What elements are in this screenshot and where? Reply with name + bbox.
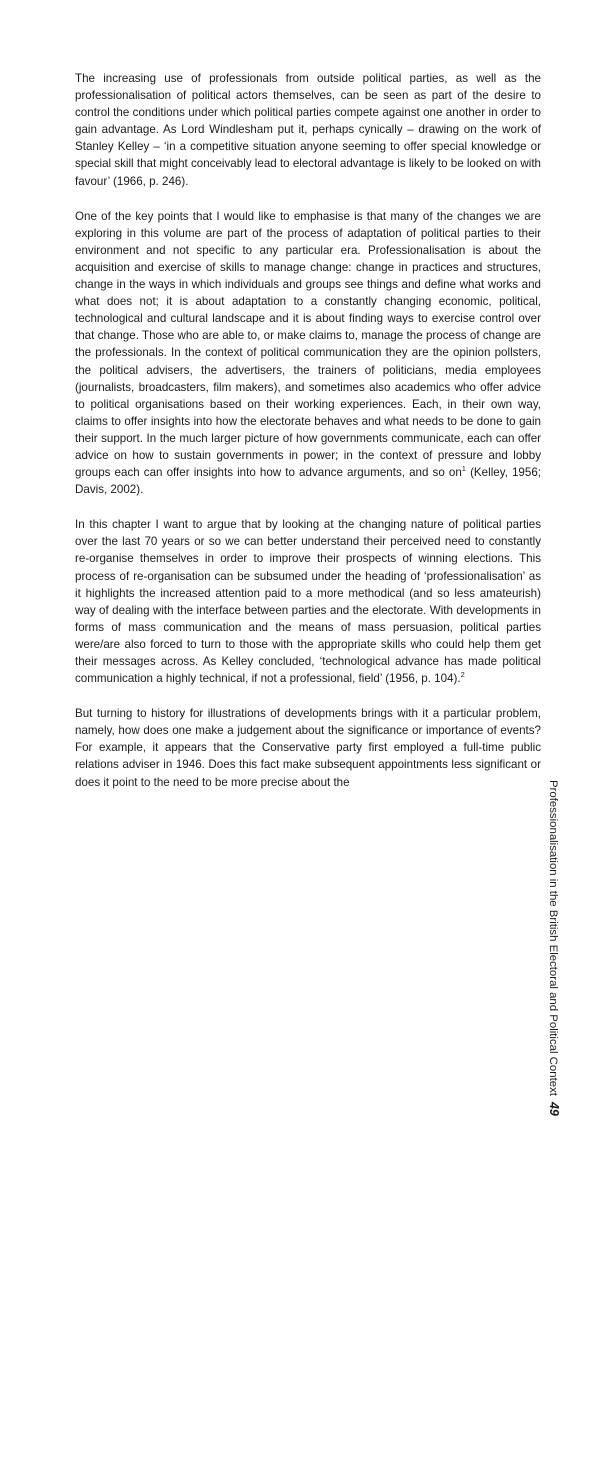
paragraph-2 (75, 208, 541, 499)
body-text (75, 70, 541, 809)
page-number: 49 (547, 1101, 561, 1116)
running-head (542, 780, 566, 1460)
paragraph-3 (75, 516, 541, 687)
paragraph-1 (75, 70, 541, 190)
paragraph-2-tail: (Kelley, 1956; Davis, 2002). (75, 466, 541, 497)
footnote-marker-1[interactable]: 1 (461, 464, 466, 474)
paragraph-4-text: But turning to history for illustrations of developments brings with it a particular problem, namely, how does one make a judgement about the significance or importance of events? For example, it appears that the Conservative party first employed a full-time public relations adviser in 1946. Does this fact make subsequent appointments less significant or does it point to the need to be more precise about the (75, 707, 541, 789)
footnote-marker-2[interactable]: 2 (460, 670, 465, 680)
paragraph-2-text: One of the key points that I would like to emphasise is that many of the changes we are exploring in this volume are part of the process of adaptation of political parties to their environment and not specific to any particular era. Professionalisation is about the acquisition and exercise of skills to manage change: change in practices and structures, change in the ways in which individuals and groups see things and define what works and what does not; it is about adaptation to a constantly changing economic, political, technological and cultural landscape and it is about finding ways to exercise control over that change. Those who are able to, or make claims to, manage the process of change are the professionals. In the context of political communication they are the opinion pollsters, the political advisers, the advertisers, the trainers of politicians, media employees (journalists, broadcasters, film makers), and sometimes also academics who offer advice to political organisations based on their working experiences. Each, in their own way, claims to offer insights into how the electorate behaves and what needs to be done to gain their support. In the much larger picture of how governments communicate, each can offer advice on how to sustain governments in power; in the context of pressure and lobby groups each can offer insights into how to advance arguments, and so on (75, 209, 541, 480)
running-head-title: Professionalisation in the British Electoral and Political Context (547, 780, 559, 1096)
paragraph-3-text: In this chapter I want to argue that by looking at the changing nature of political parties over the last 70 years or so we can better understand their perceived need to constantly re-organise themselves in order to improve their prospects of winning elections. This process of re-organisation can be subsumed under the heading of ‘professionalisation’ as it highlights the increased attention paid to a more methodical (and so less amateurish) way of dealing with the interface between parties and the electorate. With developments in forms of mass communication and the means of mass persuasion, political parties were/are also forced to turn to those with the appropriate skills who could help them get their messages across. As Kelley concluded, ‘technological advance has made political communication a highly technical, if not a professional, field’ (1956, p. 104). (75, 518, 541, 686)
paragraph-4 (75, 705, 541, 790)
paragraph-1-text: The increasing use of professionals from outside political parties, as well as the professionalisation of political actors themselves, can be seen as part of the desire to control the conditions under which political parties compete against one another in order to gain advantage. As Lord Windlesham put it, perhaps cynically – drawing on the work of Stanley Kelley – ‘in a competitive situation anyone seeming to offer special knowledge or special skill that might conceivably lead to electoral advantage is likely to be looked on with favour’ (1966, p. 246). (75, 72, 541, 188)
